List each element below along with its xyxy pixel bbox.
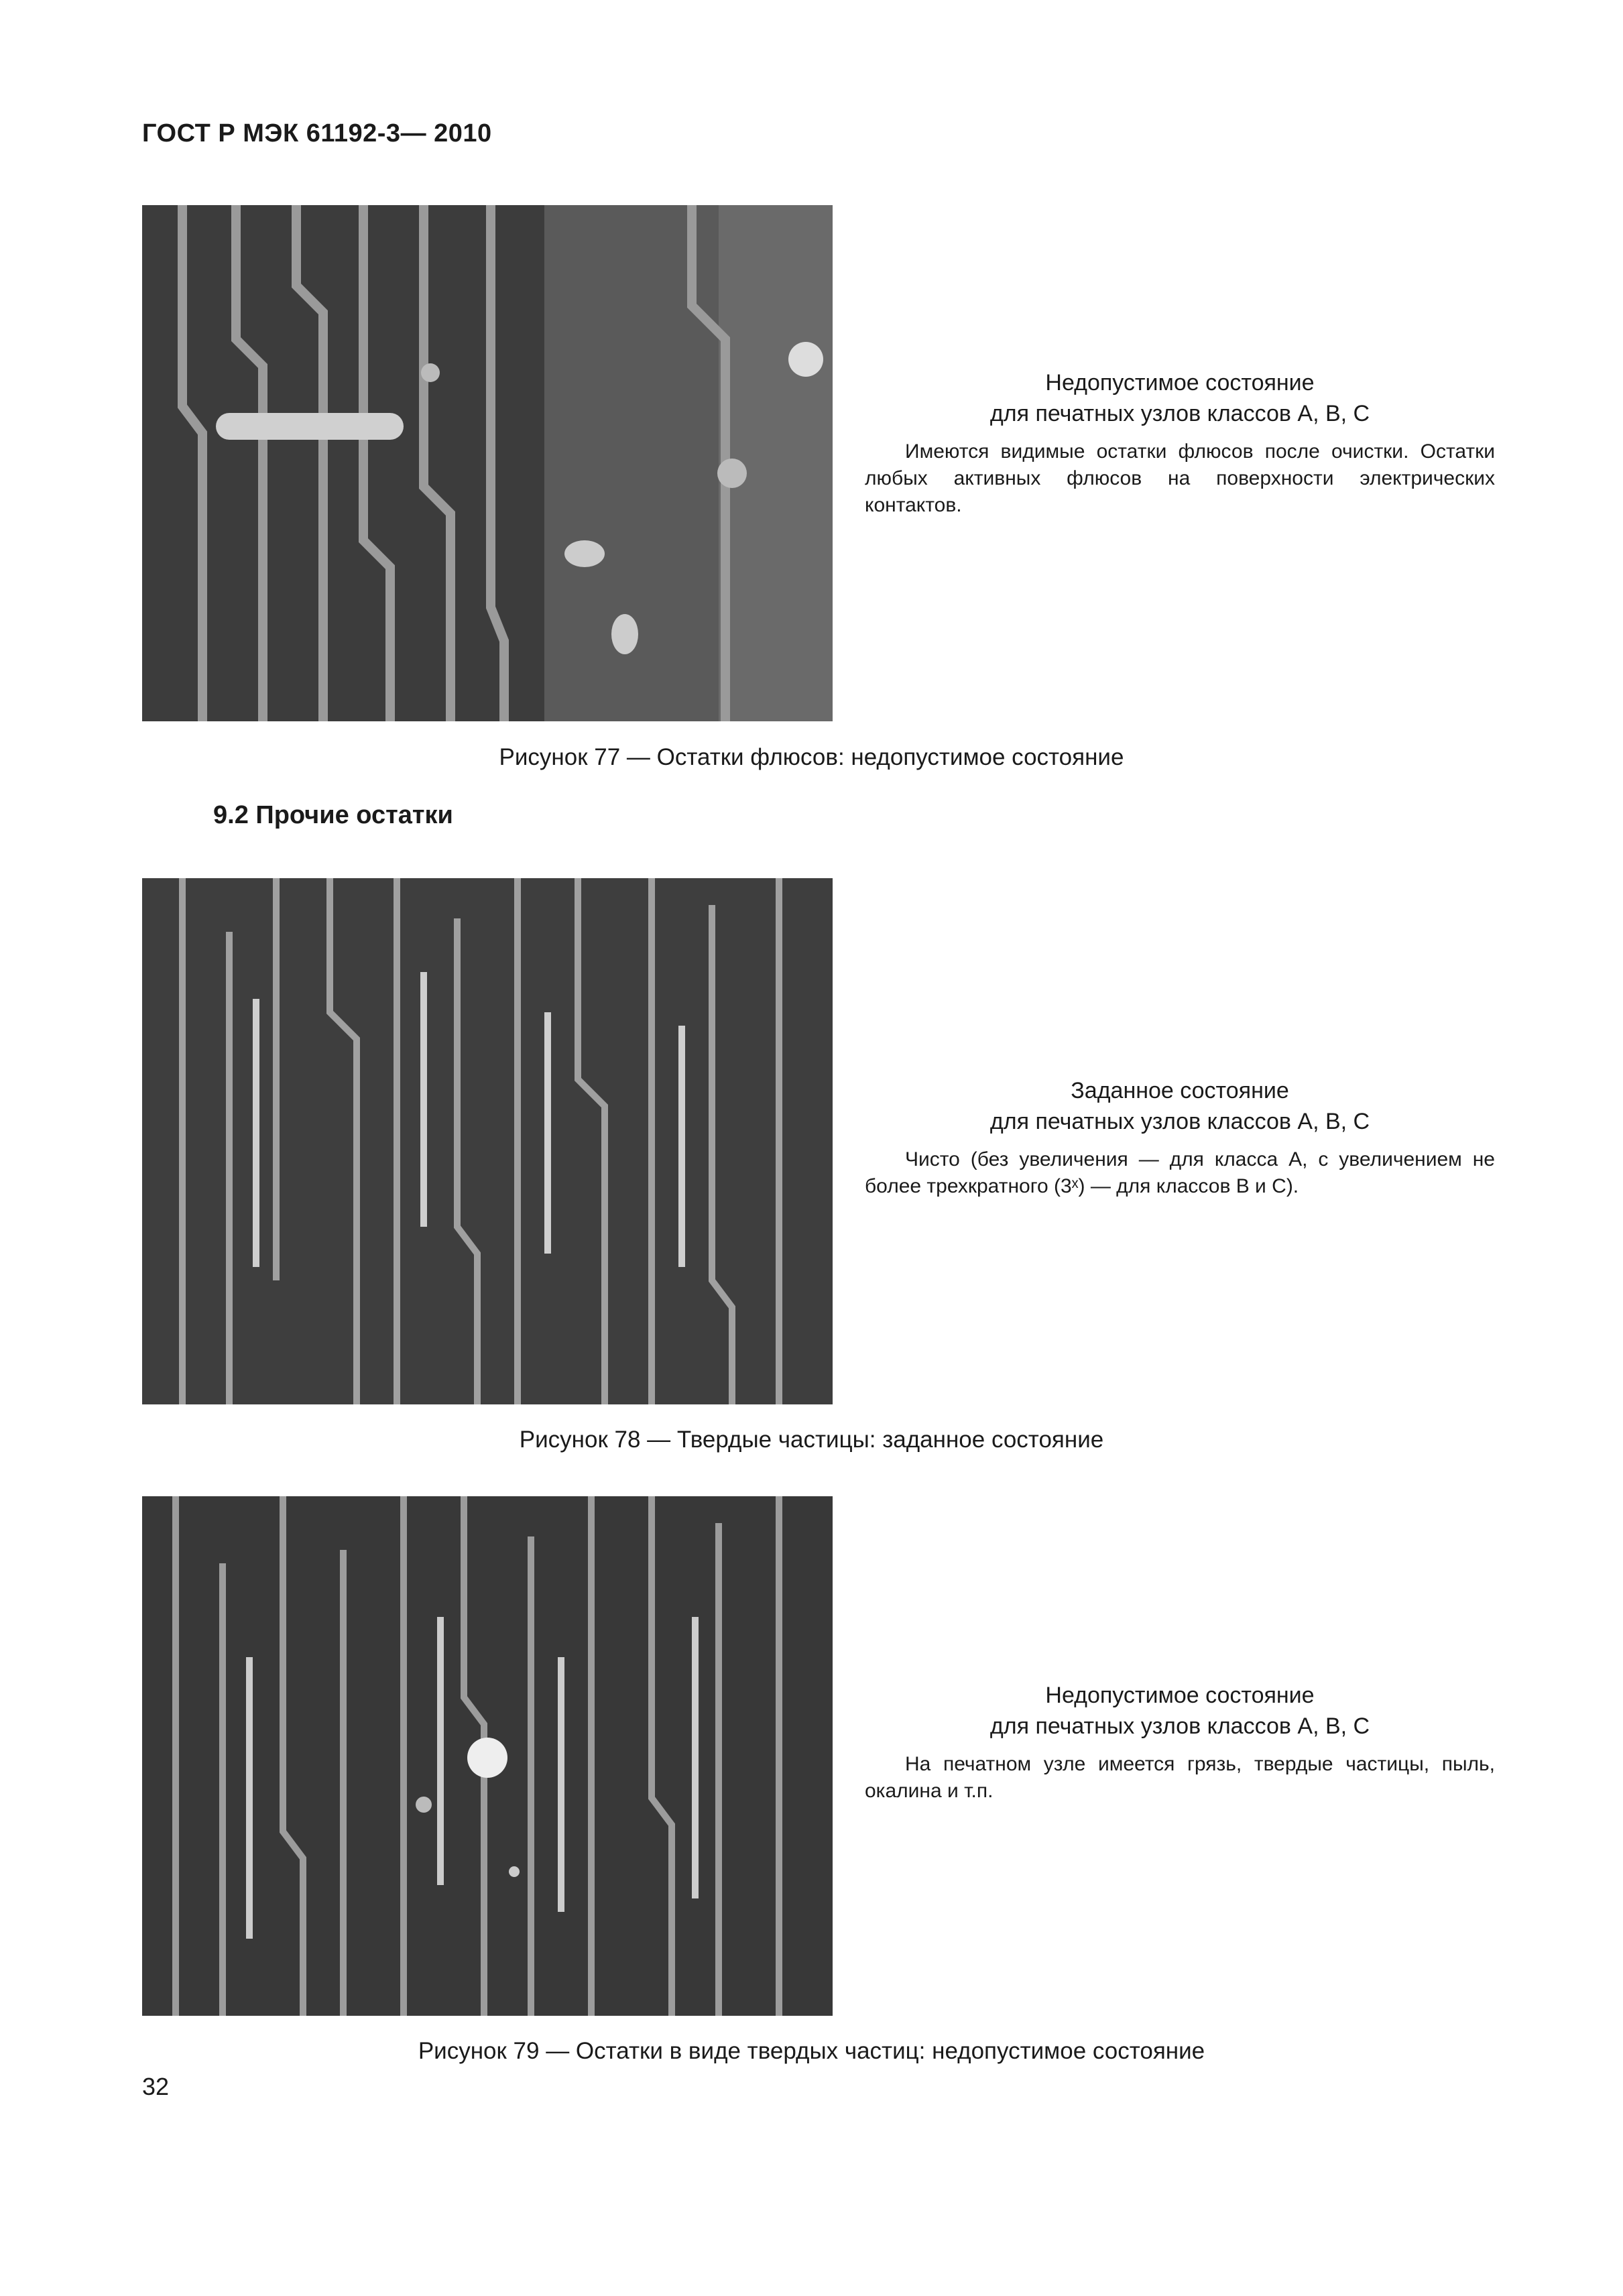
figure-78-caption: Рисунок 78 — Твердые частицы: заданное состояние [519, 1427, 1104, 1453]
particle-residue-photo [142, 1496, 833, 2016]
figure-78-description [865, 1075, 1495, 1200]
section-heading: 9.2 Прочие остатки [213, 801, 453, 829]
description-body: Чисто (без увеличения — для класса A, с увеличением не более трехкратного (3ˣ) — для классов B и C). [865, 1148, 1495, 1197]
status-label: Недопустимое состояние [1045, 1683, 1315, 1708]
figure-77-description [865, 367, 1495, 519]
figure-77-caption: Рисунок 77 — Остатки флюсов: недопустимое состояние [499, 744, 1124, 770]
figure-79-caption: Рисунок 79 — Остатки в виде твердых частиц: недопустимое состояние [418, 2038, 1205, 2064]
description-body: Имеются видимые остатки флюсов после очистки. Остатки любых активных флюсов на поверхности электрических контактов. [865, 440, 1495, 516]
classes-label: для печатных узлов классов A, B, C [989, 1713, 1370, 1739]
clean-board-photo [142, 878, 833, 1404]
description-body: На печатном узле имеется грязь, твердые частицы, пыль, окалина и т.п. [865, 1753, 1495, 1802]
figure-79-description [865, 1680, 1495, 1805]
status-label: Заданное состояние [1071, 1078, 1289, 1103]
classes-label: для печатных узлов классов A, B, C [989, 1109, 1370, 1134]
status-label: Недопустимое состояние [1045, 370, 1315, 396]
flux-residue-photo [142, 205, 833, 721]
document-header: ГОСТ Р МЭК 61192-3— 2010 [142, 119, 492, 147]
classes-label: для печатных узлов классов A, B, C [989, 401, 1370, 426]
page-number: 32 [142, 2073, 170, 2100]
